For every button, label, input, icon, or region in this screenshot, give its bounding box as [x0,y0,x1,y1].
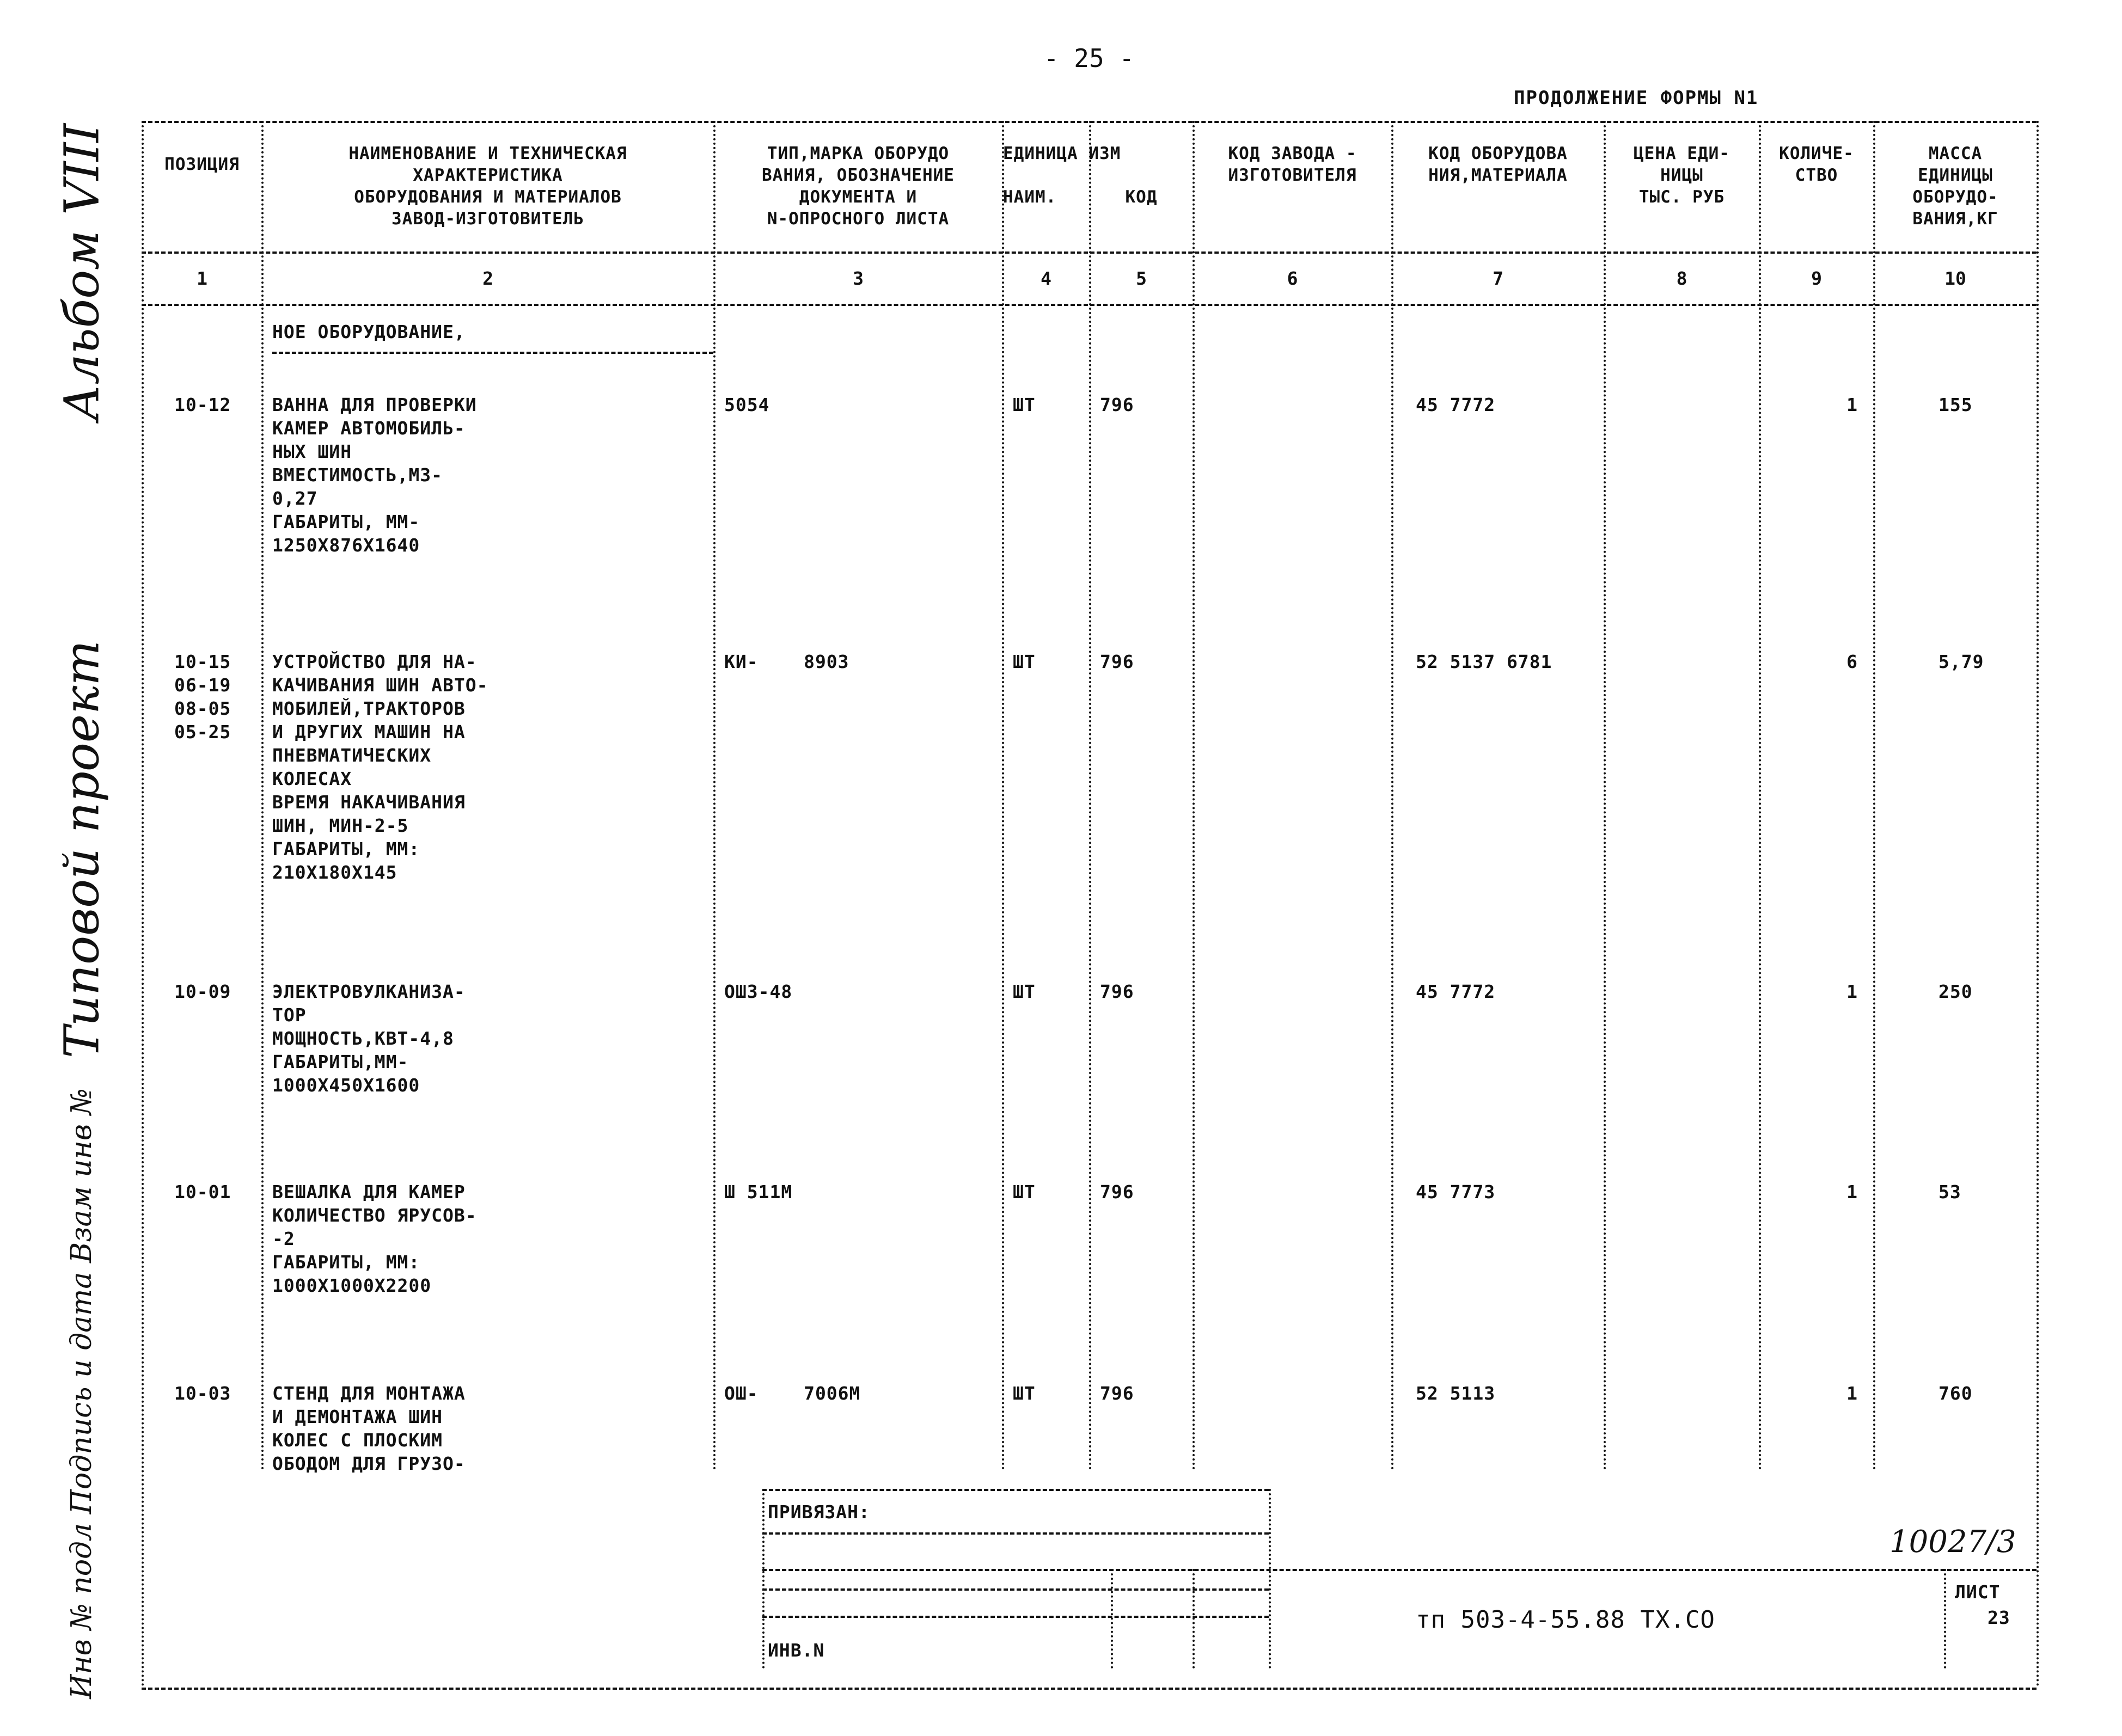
row-1-code: 796 [1100,394,1134,415]
stamp-line [762,1569,2037,1571]
row-5-qty: 1 [1846,1383,1858,1404]
header-pos: ПОЗИЦИЯ [164,155,240,174]
col-num-1: 1 [197,268,207,289]
row-3-type: ОШ3-48 [724,981,793,1002]
header-name: НАИМЕНОВАНИЕ И ТЕХНИЧЕСКАЯ ХАРАКТЕРИСТИКА ОБОРУДОВАНИЯ И МАТЕРИАЛОВ ЗАВОД-ИЗГОТОВИТЕЛЬ [348,144,627,229]
header-factory: КОД ЗАВОДА - ИЗГОТОВИТЕЛЯ [1228,144,1357,185]
header-mass: МАССА ЕДИНИЦЫ ОБОРУДО- ВАНИЯ,КГ [1912,144,1998,229]
header-price: ЦЕНА ЕДИ- НИЦЫ ТЫС. РУБ [1634,144,1730,207]
header-qty: КОЛИЧЕ- СТВО [1779,144,1854,185]
row-5-description: СТЕНД ДЛЯ МОНТАЖА И ДЕМОНТАЖА ШИН КОЛЕС С ПЛОСКИМ ОБОДОМ ДЛЯ ГРУЗО- [272,1383,466,1474]
form-continuation-label: ПРОДОЛЖЕНИЕ ФОРМЫ N1 [1514,87,1759,109]
row-4-position: 10-01 [174,1181,231,1203]
col-num-4: 4 [1041,268,1051,289]
sheet-label: ЛИСТ [1955,1581,2001,1603]
col-num-5: 5 [1136,268,1147,289]
col-divider [1002,121,1004,1471]
row-2-unit: ШТ [1013,651,1036,672]
row-1-description: ВАННА ДЛЯ ПРОВЕРКИ КАМЕР АВТОМОБИЛЬ- НЫХ ШИН ВМЕСТИМОСТЬ,М3- 0,27 ГАБАРИТЫ, ММ- 1250Х876Х1640 [272,394,477,556]
row-5-unit: ШТ [1013,1383,1036,1404]
col-num-6: 6 [1287,268,1298,289]
row-3-description: ЭЛЕКТРОВУЛКАНИЗА- ТОР МОЩНОСТЬ,КВТ-4,8 ГАБАРИТЫ,ММ- 1000Х450Х1600 [272,981,466,1096]
stamp-divider [1193,1569,1195,1668]
row-1-position: 10-12 [174,394,231,415]
row-4-mass: 53 [1938,1181,1961,1203]
row-3-unit: ШТ [1013,981,1036,1002]
inventory-signature-label: Инв № подл Подпись и дата Взам инв № [65,1088,98,1699]
header-type: ТИП,МАРКА ОБОРУДО ВАНИЯ, ОБОЗНАЧЕНИЕ ДОКУМЕНТА И N-ОПРОСНОГО ЛИСТА [762,144,955,229]
row-3-code: 796 [1100,981,1134,1002]
row-2-qty: 6 [1846,651,1858,672]
stamp-divider [1944,1569,1946,1668]
col-divider [261,121,264,1471]
header-unit: ЕДИНИЦА ИЗМ НАИМ. [1003,144,1121,207]
row-1-type: 5054 [724,394,770,415]
project-label: Типовой проект [53,640,110,1058]
row-3-equip-code: 45 7772 [1416,981,1496,1002]
col-divider [713,121,716,1471]
row-5-mass: 760 [1938,1383,1973,1404]
row-4-type: Ш 511М [724,1181,793,1203]
row-3-qty: 1 [1846,981,1858,1002]
row-3-mass: 250 [1938,981,1973,1002]
row-1-unit: ШТ [1013,394,1036,415]
row-4-unit: ШТ [1013,1181,1036,1203]
col-num-2: 2 [482,268,493,289]
row-2-description: УСТРОЙСТВО ДЛЯ НА- КАЧИВАНИЯ ШИН АВТО- МОБИЛЕЙ,ТРАКТОРОВ И ДРУГИХ МАШИН НА ПНЕВМАТИЧЕСКИХ КОЛЕСАХ ВРЕМЯ НАКАЧИВАНИЯ ШИН, МИН-2-5 ГАБАРИТЫ, ММ: 210Х180Х145 [272,651,488,883]
col-divider [1089,121,1091,1471]
col-divider [142,121,144,1688]
row-2-type: КИ- 8903 [724,651,849,672]
handwritten-archive-number: 10027/3 [1889,1524,2016,1560]
col-divider [1873,121,1875,1471]
sheet-number: 23 [1988,1607,2010,1628]
document-code: тп 503-4-55.88 ТХ.СО [1416,1606,1715,1634]
col-num-9: 9 [1811,268,1822,289]
col-divider [1193,121,1195,1471]
intro-line: НОЕ ОБОРУДОВАНИЕ, [272,321,466,342]
row-1-mass: 155 [1938,394,1973,415]
row-3-position: 10-09 [174,981,231,1002]
col-num-7: 7 [1493,268,1503,289]
row-5-code: 796 [1100,1383,1134,1404]
row-1-qty: 1 [1846,394,1858,415]
col-num-8: 8 [1676,268,1687,289]
row-4-qty: 1 [1846,1181,1858,1203]
col-num-10: 10 [1944,268,1966,289]
row-4-code: 796 [1100,1181,1134,1203]
col-divider [1604,121,1606,1471]
stamp-divider [762,1489,765,1668]
privyazan-label: ПРИВЯЗАН: [768,1501,870,1523]
stamp-divider [1269,1489,1271,1668]
stamp-line [762,1489,1269,1491]
col-num-3: 3 [853,268,864,289]
col-divider [1759,121,1761,1471]
stamp-divider [1111,1569,1113,1668]
row-4-description: ВЕШАЛКА ДЛЯ КАМЕР КОЛИЧЕСТВО ЯРУСОВ- -2 ГАБАРИТЫ, ММ: 1000Х1000Х2200 [272,1181,477,1296]
row-2-mass: 5,79 [1938,651,1984,672]
col-divider [2037,121,2039,1688]
header-equip-code: КОД ОБОРУДОВА НИЯ,МАТЕРИАЛА [1428,144,1568,185]
row-5-type: ОШ- 7006М [724,1383,861,1404]
inv-number-label: ИНВ.N [768,1640,825,1661]
album-label: Альбом VIII [53,123,110,421]
row-5-equip-code: 52 5113 [1416,1383,1496,1404]
row-2-position: 10-15 06-19 08-05 05-25 [174,651,231,743]
row-4-equip-code: 45 7773 [1416,1181,1496,1203]
row-2-equip-code: 52 5137 6781 [1416,651,1552,672]
intro-underline [272,352,713,354]
col-divider [1391,121,1393,1471]
header-code: КОД [1125,187,1158,207]
page-number: - 25 - [1043,44,1135,73]
row-1-equip-code: 45 7772 [1416,394,1496,415]
row-5-position: 10-03 [174,1383,231,1404]
row-2-code: 796 [1100,651,1134,672]
table-bottom-border [142,1688,2037,1690]
stamp-line [762,1532,1269,1535]
